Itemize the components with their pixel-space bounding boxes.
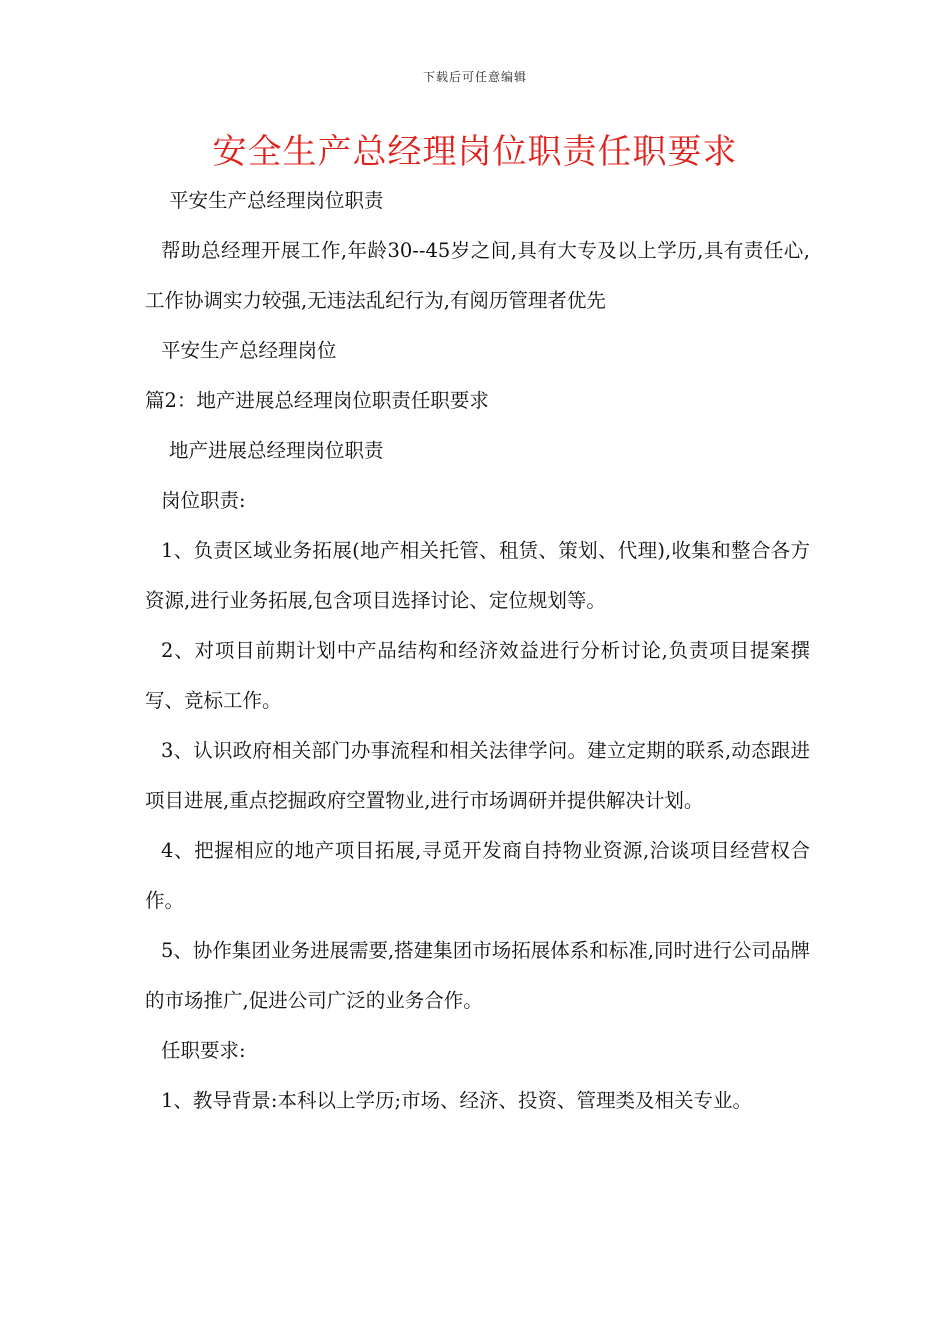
list-item: 4、把握相应的地产项目拓展,寻觅开发商自持物业资源,洽谈项目经营权合作。 [145,839,810,912]
section-heading: 篇2：地产进展总经理岗位职责任职要求 [145,389,489,412]
list-item: 2、对项目前期计划中产品结构和经济效益进行分析讨论,负责项目提案撰写、竞标工作。 [145,639,810,712]
document-body [145,176,810,1126]
paragraph: 帮助总经理开展工作,年龄30--45岁之间,具有大专及以上学历,具有责任心,工作协调实力较强,无违法乱纪行为,有阅历管理者优先 [145,239,810,312]
list-item: 1、教导背景:本科以上学历;市场、经济、投资、管理类及相关专业。 [161,1089,753,1112]
document-title: 安全生产总经理岗位职责任职要求 [212,132,738,172]
paragraph: 平安生产总经理岗位 [161,339,337,362]
list-item: 1、负责区域业务拓展(地产相关托管、租赁、策划、代理),收集和整合各方资源,进行业务拓展,包含项目选择讨论、定位规划等。 [145,539,810,612]
list-item: 5、协作集团业务进展需要,搭建集团市场拓展体系和标准,同时进行公司品牌的市场推广,促进公司广泛的业务合作。 [145,939,810,1012]
subheading: 任职要求: [161,1039,246,1062]
header-note: 下载后可任意编辑 [422,70,527,84]
subheading: 岗位职责: [161,489,246,512]
list-item: 3、认识政府相关部门办事流程和相关法律学问。建立定期的联系,动态跟进项目进展,重点挖掘政府空置物业,进行市场调研并提供解决计划。 [145,739,810,812]
paragraph: 地产进展总经理岗位职责 [169,439,384,462]
paragraph: 平安生产总经理岗位职责 [169,189,384,212]
